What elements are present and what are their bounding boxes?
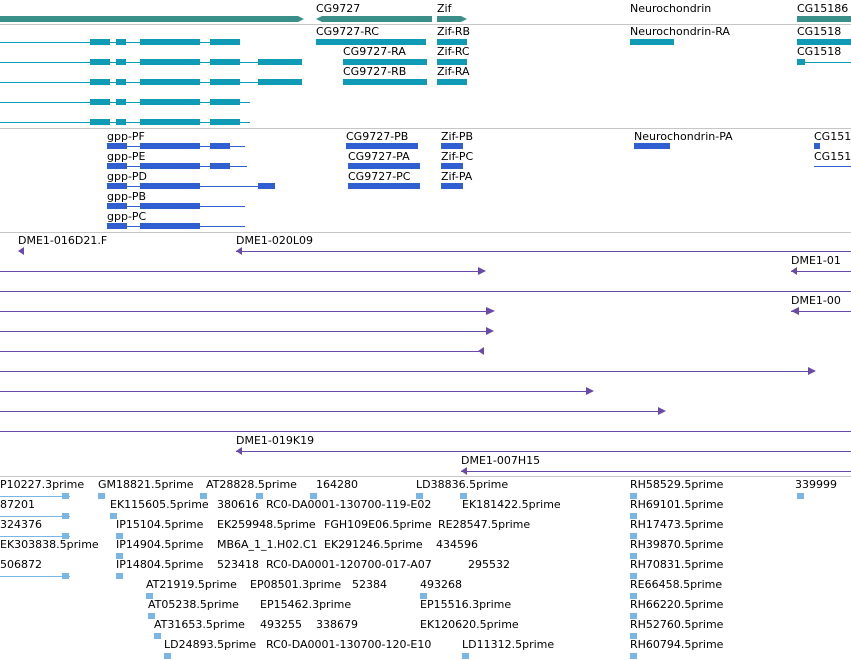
est-label: RH39870.5prime	[630, 538, 724, 551]
est-label: 324376	[0, 518, 42, 531]
exon	[116, 119, 126, 125]
exon	[90, 59, 110, 65]
arrow-icon	[18, 247, 24, 255]
est-block	[98, 493, 105, 499]
clone-feature[interactable]	[0, 331, 488, 332]
est-label: LD11312.5prime	[462, 638, 555, 651]
arrow-icon	[236, 447, 242, 455]
est-label: EP15462.3prime	[260, 598, 352, 611]
exon	[116, 39, 126, 45]
clone-label: DME1-019K19	[236, 434, 315, 447]
protein-label: Zif-PA	[441, 170, 473, 183]
transcript-label: Zif-RB	[437, 25, 471, 38]
transcript-label: CG1518	[797, 45, 842, 58]
cds	[140, 183, 200, 189]
clone-feature[interactable]	[0, 311, 488, 312]
protein-label: Zif-PC	[441, 150, 474, 163]
est-label: 493255	[260, 618, 302, 631]
exon	[797, 59, 805, 65]
est-block	[116, 573, 123, 579]
est-label: P10227.3prime	[0, 478, 85, 491]
est-label: RE28547.5prime	[438, 518, 531, 531]
est-feature[interactable]	[0, 536, 70, 537]
arrow-icon	[461, 16, 467, 22]
est-label: EK181422.5prime	[462, 498, 561, 511]
track-divider	[0, 476, 851, 477]
arrow-icon	[478, 347, 484, 355]
est-label: EP08501.3prime	[250, 578, 342, 591]
clone-label: DME1-020L09	[236, 234, 313, 247]
clone-feature[interactable]	[0, 291, 851, 292]
arrow-icon	[791, 307, 799, 315]
arrow-icon	[298, 16, 304, 22]
arrow-icon	[236, 247, 242, 255]
est-label: EP15516.3prime	[420, 598, 512, 611]
est-label: EK291246.5prime	[324, 538, 423, 551]
cds	[140, 223, 200, 229]
cds[interactable]	[441, 143, 463, 149]
est-label: RH69101.5prime	[630, 498, 724, 511]
protein-label: gpp-PD	[107, 170, 148, 183]
cds	[140, 143, 200, 149]
exon	[210, 59, 240, 65]
est-label: RC0-DA0001-130700-119-E02	[266, 498, 432, 511]
cds	[210, 143, 230, 149]
arrow-icon	[478, 267, 486, 275]
transcript-label: CG9727-RA	[343, 45, 406, 58]
clone-label: DME1-00	[791, 294, 841, 307]
cds	[814, 143, 820, 149]
cds	[107, 183, 127, 189]
arrow-icon	[461, 467, 467, 475]
exon	[90, 39, 110, 45]
exon	[140, 79, 200, 85]
cds[interactable]	[634, 143, 670, 149]
protein-label: CG151	[814, 130, 851, 143]
exon	[210, 39, 240, 45]
cds[interactable]	[348, 163, 420, 169]
exon	[210, 99, 240, 105]
est-label: RC0-DA0001-120700-017-A07	[266, 558, 432, 571]
transcript-label: Zif-RA	[437, 65, 470, 78]
cds[interactable]	[346, 143, 418, 149]
exon	[116, 79, 126, 85]
gene-feature-zif[interactable]	[437, 16, 461, 22]
est-label: 506872	[0, 558, 42, 571]
cds[interactable]	[441, 183, 463, 189]
est-block	[630, 653, 637, 659]
arrow-icon	[316, 16, 322, 22]
exon	[210, 119, 240, 125]
cds	[140, 163, 200, 169]
est-label: 523418	[217, 558, 259, 571]
clone-label: DME1-007H15	[461, 454, 541, 467]
exon	[140, 59, 200, 65]
clone-feature[interactable]	[791, 311, 851, 312]
clone-label: DME1-01	[791, 254, 841, 267]
gene-label: CG9727	[316, 2, 361, 15]
arrow-icon	[791, 267, 797, 275]
exon	[140, 39, 200, 45]
gene-label: CG15186	[797, 2, 849, 15]
exon	[116, 59, 126, 65]
clone-feature[interactable]	[0, 431, 851, 432]
clone-feature[interactable]	[0, 391, 588, 392]
protein-label: gpp-PB	[107, 190, 147, 203]
arrow-icon	[486, 327, 494, 335]
gene-label: Neurochondrin	[630, 2, 712, 15]
transcript-label: CG9727-RB	[343, 65, 407, 78]
exon	[140, 119, 200, 125]
est-label: 434596	[436, 538, 478, 551]
exon	[210, 79, 240, 85]
est-feature[interactable]	[0, 516, 70, 517]
clone-feature[interactable]	[461, 471, 851, 472]
est-block	[462, 653, 469, 659]
protein-label: CG9727-PA	[348, 150, 410, 163]
transcript-feature[interactable]	[630, 39, 674, 45]
clone-feature[interactable]	[791, 271, 851, 272]
est-label: RE66458.5prime	[630, 578, 723, 591]
est-block	[797, 493, 804, 499]
transcript-label: CG9727-RC	[316, 25, 379, 38]
transcript-feature[interactable]	[343, 79, 427, 85]
est-label: MB6A_1_1.H02.C1	[217, 538, 318, 551]
est-label: IP15104.5prime	[116, 518, 204, 531]
exon	[258, 79, 302, 85]
est-label: LD38836.5prime	[416, 478, 509, 491]
gene-feature-cg9727[interactable]	[322, 16, 432, 22]
clone-feature[interactable]	[236, 251, 851, 252]
est-label: AT31653.5prime	[154, 618, 245, 631]
clone-feature[interactable]	[236, 451, 851, 452]
transcript-label: Zif-RC	[437, 45, 470, 58]
cds[interactable]	[441, 163, 463, 169]
est-label: 380616	[217, 498, 259, 511]
transcript-label: CG1518	[797, 25, 842, 38]
clone-feature[interactable]	[0, 411, 660, 412]
protein-label: CG9727-PC	[348, 170, 411, 183]
est-label: 338679	[316, 618, 358, 631]
est-block	[62, 573, 69, 579]
track-divider	[0, 128, 851, 129]
est-label: AT28828.5prime	[206, 478, 297, 491]
arrow-icon	[586, 387, 594, 395]
cds	[107, 223, 127, 229]
est-block	[62, 513, 69, 519]
est-block	[164, 653, 171, 659]
est-label: AT05238.5prime	[148, 598, 239, 611]
protein-label: gpp-PE	[107, 150, 146, 163]
protein-label: CG151	[814, 150, 851, 163]
transcript-intron	[797, 62, 851, 63]
est-label: 339999	[795, 478, 837, 491]
cds	[140, 203, 200, 209]
est-label: IP14804.5prime	[116, 558, 204, 571]
exon	[258, 59, 302, 65]
est-label: RH66220.5prime	[630, 598, 724, 611]
cds	[107, 163, 127, 169]
est-label: EK303838.5prime	[0, 538, 99, 551]
cds[interactable]	[348, 183, 420, 189]
est-label: IP14904.5prime	[116, 538, 204, 551]
est-label: 493268	[420, 578, 462, 591]
est-label: RC0-DA0001-130700-120-E10	[266, 638, 432, 651]
cds	[210, 163, 230, 169]
exon	[90, 99, 110, 105]
est-label: RH17473.5prime	[630, 518, 724, 531]
est-feature[interactable]	[0, 496, 70, 497]
cds	[107, 203, 127, 209]
arrow-icon	[486, 307, 495, 315]
est-label: RH70831.5prime	[630, 558, 724, 571]
est-label: EK259948.5prime	[217, 518, 316, 531]
protein-label: gpp-PC	[107, 210, 147, 223]
gene-feature-gpp[interactable]	[0, 16, 298, 22]
est-label: 295532	[468, 558, 510, 571]
exon	[116, 99, 126, 105]
est-label: 52384	[352, 578, 387, 591]
protein-label: Zif-PB	[441, 130, 474, 143]
exon	[90, 119, 110, 125]
transcript-label: Neurochondrin-RA	[630, 25, 730, 38]
est-label: FGH109E06.5prime	[324, 518, 432, 531]
track-divider	[0, 232, 851, 233]
est-label: RH52760.5prime	[630, 618, 724, 631]
clone-feature[interactable]	[0, 371, 810, 372]
cds-intron	[814, 166, 851, 167]
est-block	[62, 493, 69, 499]
protein-label: Neurochondrin-PA	[634, 130, 733, 143]
gene-feature-cg15186[interactable]	[797, 16, 851, 22]
protein-label: gpp-PF	[107, 130, 145, 143]
protein-label: CG9727-PB	[346, 130, 409, 143]
cds	[107, 143, 127, 149]
exon	[140, 99, 200, 105]
clone-feature[interactable]	[0, 271, 480, 272]
exon	[90, 79, 110, 85]
est-label: LD24893.5prime	[164, 638, 257, 651]
est-label: RH60794.5prime	[630, 638, 724, 651]
cds	[258, 183, 275, 189]
est-label: EK115605.5prime	[110, 498, 209, 511]
est-feature[interactable]	[0, 576, 70, 577]
arrow-icon	[808, 367, 816, 375]
clone-feature[interactable]	[0, 351, 484, 352]
est-label: 87201	[0, 498, 35, 511]
arrow-icon	[658, 407, 666, 415]
est-label: GM18821.5prime	[98, 478, 194, 491]
est-label: AT21919.5prime	[146, 578, 237, 591]
clone-label: DME1-016D21.F	[18, 234, 108, 247]
est-block	[154, 633, 161, 639]
transcript-feature[interactable]	[437, 79, 467, 85]
gene-label: Zif	[437, 2, 452, 15]
est-label: EK120620.5prime	[420, 618, 519, 631]
est-label: 164280	[316, 478, 358, 491]
est-label: RH58529.5prime	[630, 478, 724, 491]
